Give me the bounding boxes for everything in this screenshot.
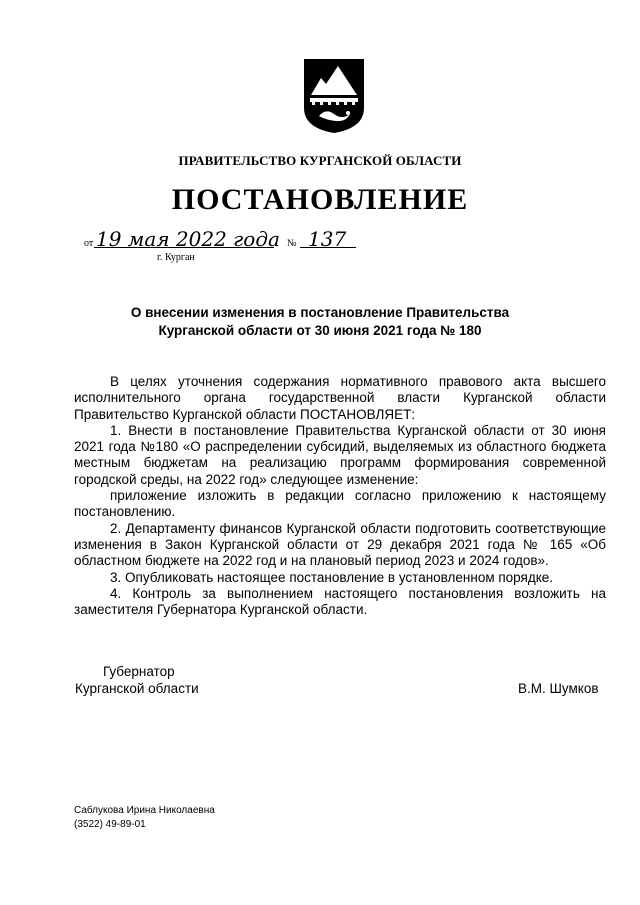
- subject-line-1: О внесении изменения в постановление Правительства: [130, 305, 510, 320]
- coat-of-arms-emblem: [302, 58, 366, 134]
- signatory-title-line-1: Губернатор: [103, 664, 175, 679]
- paragraph-item-1: 1. Внести в постановление Правительства Курганской области от 30 июня 2021 года №180 «О распределении субсидий, выделяемых из областного бюджета местным бюджетам на реализацию программ формирования современной городской среды, на 2022 год» следующее изменение:: [74, 422, 606, 487]
- organization-name: ПРАВИТЕЛЬСТВО КУРГАНСКОЙ ОБЛАСТИ: [178, 153, 462, 168]
- signatory-name: В.М. Шумков: [518, 681, 599, 696]
- document-subject: [0, 304, 640, 340]
- paragraph-item-3: 3. Опубликовать настоящее постановление в установленном порядке.: [110, 569, 554, 585]
- date-prefix: от: [84, 238, 94, 249]
- handwritten-number: 137: [308, 227, 347, 251]
- signatory-title-line-2: Курганской области: [75, 680, 199, 696]
- subject-line-2: Курганской области от 30 июня 2021 года № 180: [158, 323, 482, 338]
- paragraph-preamble: В целях уточнения содержания нормативного правового акта высшего исполнительного органа государственной власти Курганской области Правительство Курганской области ПОСТАНОВЛЯЕТ:: [74, 374, 606, 422]
- executor-info: [74, 804, 215, 832]
- executor-name: Саблукова Ирина Николаевна: [74, 805, 215, 816]
- paragraph-item-4: 4. Контроль за выполнением настоящего постановления возложить на заместителя Губернатора Курганской области.: [74, 585, 606, 618]
- paragraph-item-2: 2. Департаменту финансов Курганской области подготовить соответствующие изменения в Закон Курганской области от 29 декабря 2021 года № 165 «Об областном бюджете на 2022 год и на плановый период 2023 и 2024 годов».: [74, 520, 606, 569]
- document-body: [74, 374, 606, 618]
- executor-phone: (3522) 49-89-01: [74, 819, 146, 830]
- signatory-title: [75, 664, 199, 697]
- paragraph-item-1-change: приложение изложить в редакции согласно приложению к настоящему постановлению.: [74, 488, 606, 520]
- city-label: г. Курган: [157, 252, 195, 263]
- document-type-title: ПОСТАНОВЛЕНИЕ: [171, 183, 469, 216]
- number-label: №: [287, 238, 297, 249]
- handwritten-date: 19 мая 2022 года: [96, 227, 280, 251]
